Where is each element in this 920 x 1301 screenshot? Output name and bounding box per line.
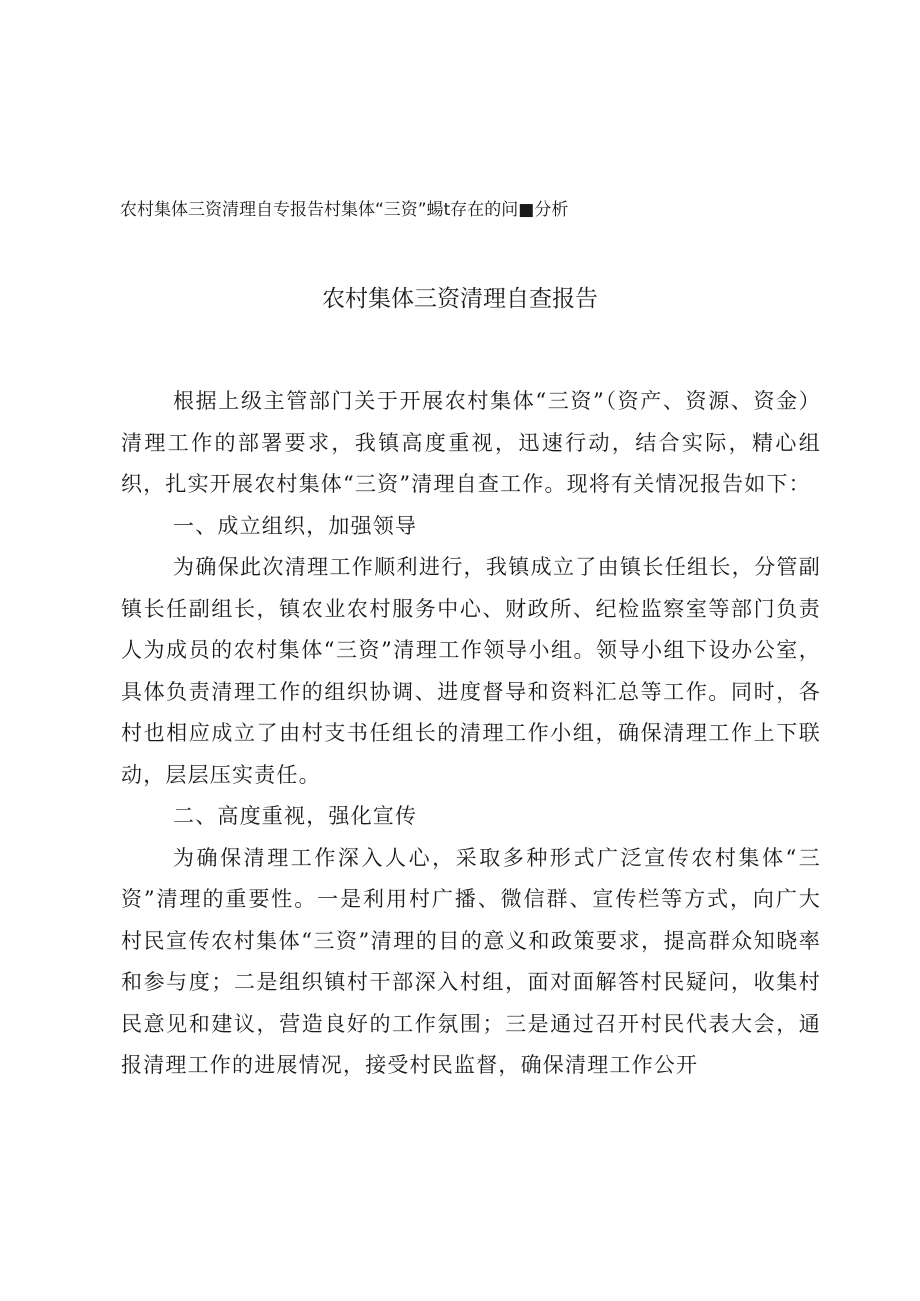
section-heading-organization: 一、成立组织，加强领导 xyxy=(173,513,418,538)
document-title: 农村集体三资清理自查报告 xyxy=(322,286,598,312)
section-heading-publicity: 二、高度重视，强化宣传 xyxy=(173,804,418,828)
section-body-organization: 为确保此次清理工作顺利进行，我镇成立了由镇长任组长，分管副镇长任副组长，镇农业农村服务中心、财政所、纪检监察室等部门负责人为成员的农村集体“三资”清理工作领导小组。领导小组下设办公室，具体负责清理工作的组织协调、进度督导和资料汇总等工作。同时，各村也相应成立了由村支书任组长的清理工作小组，确保清理工作上下联动，层层压实责任。 xyxy=(121,555,821,787)
document-body xyxy=(121,381,821,1087)
intro-paragraph: 根据上级主管部门关于开展农村集体“三资”（资产、资源、资金）清理工作的部署要求，我镇高度重视，迅速行动，结合实际，精心组织，扎实开展农村集体“三资”清理自查工作。现将有关情况报告如下： xyxy=(121,389,821,496)
document-header-line: 农村集体三资清理自专报告村集体“三资”蝪t存在的问■分析 xyxy=(120,200,569,220)
section-body-publicity: 为确保清理工作深入人心，采取多种形式广泛宣传农村集体“三资”清理的重要性。一是利用村广播、微信群、宣传栏等方式，向广大村民宣传农村集体“三资”清理的目的意义和政策要求，提高群众知晓率和参与度；二是组织镇村干部深入村组，面对面解答村民疑问，收集村民意见和建议，营造良好的工作氛围；三是通过召开村民代表大会，通报清理工作的进展情况，接受村民监督，确保清理工作公开 xyxy=(121,845,821,1077)
